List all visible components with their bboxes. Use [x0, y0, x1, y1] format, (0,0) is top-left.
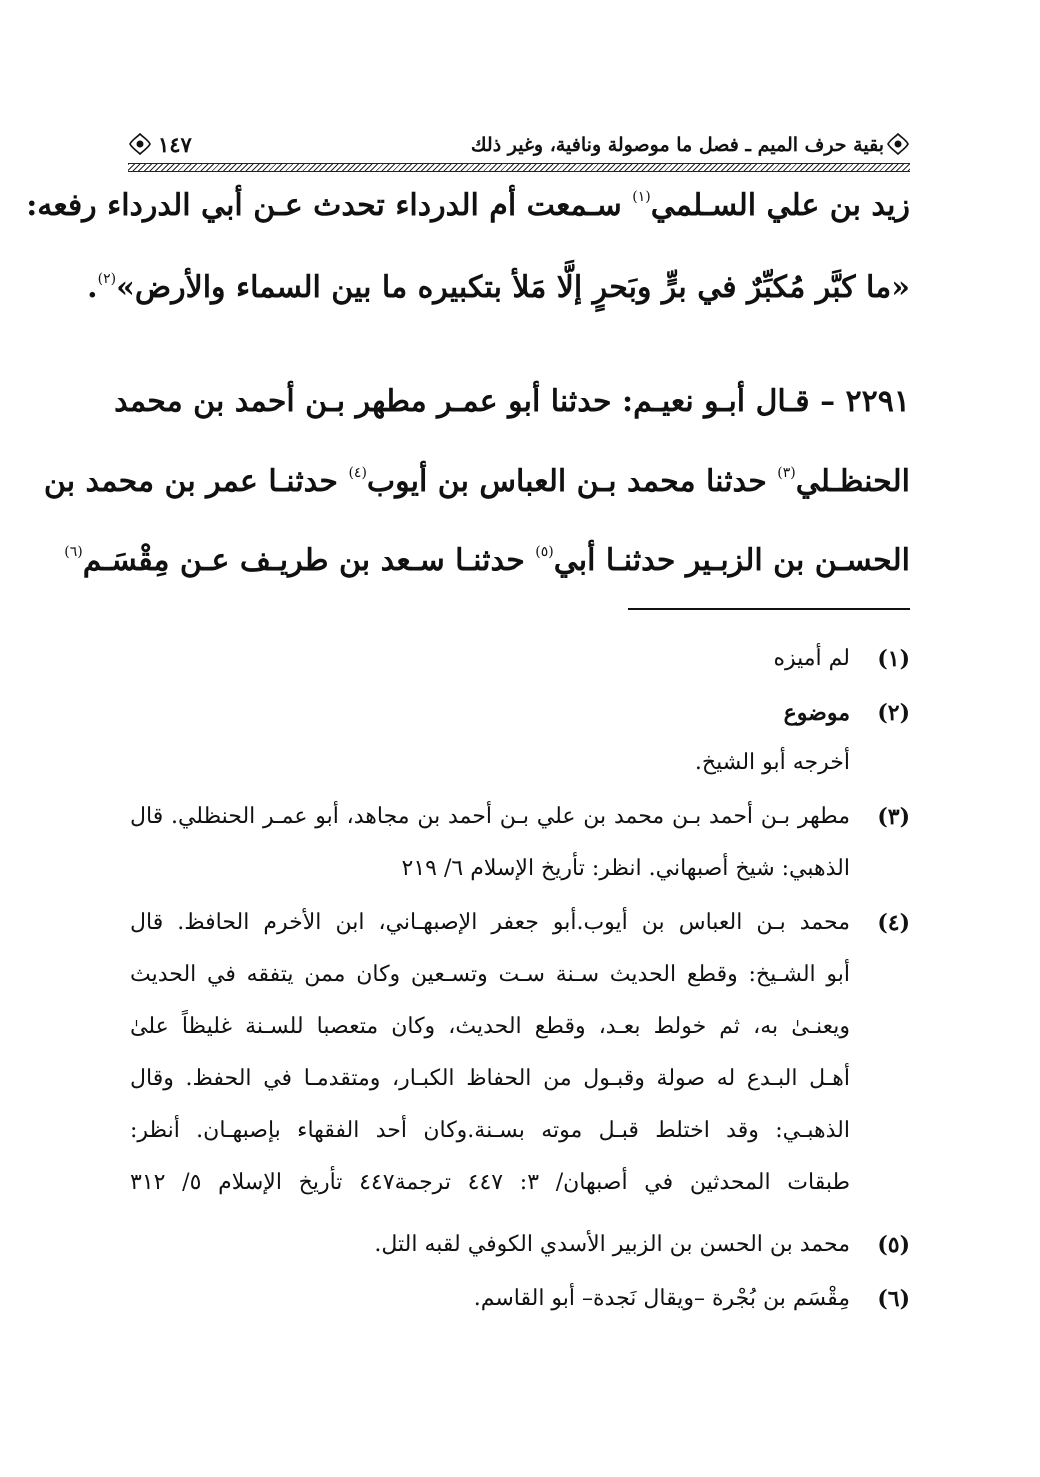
footnote-number: (٥) [877, 1232, 910, 1258]
footnote-ref[interactable]: (٣) [777, 465, 796, 481]
footnote-ref[interactable]: (٦) [64, 544, 83, 560]
footnote-number: (٤) [877, 910, 910, 936]
page-number: ١٤٧ [158, 132, 192, 157]
footnote-text: طبقات المحدثين في أصبهان/ ٣: ٤٤٧ ترجمة٤٤٧ تأريخ الإسلام ٥/ ٣١٢ [130, 1170, 850, 1195]
footnote-text: ويعنـىٰ به، ثم خولط بعـد، وقطع الحديث، وكان متعصبا للسـنة غليظاً علىٰ [130, 1014, 850, 1039]
footnote-text: لم أميزه [773, 646, 850, 671]
running-header [128, 128, 910, 166]
text-line-3: ٢٢٩١ – قـال أبـو نعيـم: حدثنا أبو عمـر مطهر بـن أحمد بن محمد [114, 384, 910, 419]
footnote-ref[interactable]: (٥) [535, 544, 554, 560]
footnote-text: محمد بن الحسن بن الزبير الأسدي الكوفي لقبه التل. [374, 1232, 850, 1257]
footnote-text: الذهبي: شيخ أصبهاني. انظر: تأريخ الإسلام ٦/ ٢١٩ [401, 856, 850, 881]
ornament-icon [128, 132, 152, 156]
footnote-ref[interactable]: (٢) [97, 271, 117, 287]
text-line-2: «ما كبَّر مُكبِّرٌ في برٍّ وبَحرٍ إلَّا مَلأ بتكبيره ما بين السماء والأرض»$^{(٢)}$. [87, 270, 910, 305]
header-rule [128, 163, 910, 172]
text-line-1: زيد بن علي السـلمي$^{(١)}$ سـمعت أم الدرداء تحدث عـن أبي الدرداء رفعه: [26, 188, 910, 223]
footnote-number: (٦) [877, 1286, 910, 1312]
footnote-text: أبو الشـيخ: وقطع الحديث سـنة سـت وتسـعين وكان ممن يتفقه في الحديث [130, 962, 850, 987]
footnote-text: موضوع [783, 700, 850, 726]
text-line-4: الحنظـلي$^{(٣)}$ حدثنا محمد بـن العباس بن أيوب$^{(٤)}$ حدثنـا عمر بن محمد بن [43, 464, 910, 499]
footnote-text: الذهبـي: وقد اختلط قبـل موته بسـنة.وكان أحد الفقهاء بإصبهـان. أنظر: [130, 1118, 850, 1143]
footnote-ref[interactable]: (٤) [348, 465, 367, 481]
footnote-number: (٢) [877, 700, 910, 726]
text-line-5: الحسـن بن الزبـير حدثنـا أبي$^{(٥)}$ حدثنـا سـعد بن طريـف عـن مِقْسَـم$^{(٦)}$ [64, 543, 910, 578]
footnote-number: (١) [877, 646, 910, 672]
footnote-number: (٣) [877, 804, 910, 830]
footnote-separator [628, 608, 910, 610]
footnote-text: مطهر بـن أحمد بـن محمد بن علي بـن أحمد بن مجاهد، أبو عمـر الحنظلي. قال [130, 804, 850, 829]
chapter-title: بقية حرف الميم ـ فصل ما موصولة ونافية، وغير ذلك [470, 134, 884, 156]
footnote-text: محمد بـن العباس بن أيوب.أبو جعفر الإصبهـاني، ابن الأخرم الحافظ. قال [130, 910, 850, 935]
footnote-text: أهـل البـدع له صولة وقبـول من الحفاظ الكبـار، ومتقدمـا في الحفظ. وقال [130, 1066, 850, 1091]
ornament-icon [886, 132, 910, 156]
footnote-text: أخرجه أبو الشيخ. [694, 750, 850, 775]
footnote-ref[interactable]: (١) [632, 189, 651, 205]
footnote-text: مِقْسَم بن بُجْرة –ويقال نَجدة– أبو القاسم. [473, 1286, 850, 1311]
